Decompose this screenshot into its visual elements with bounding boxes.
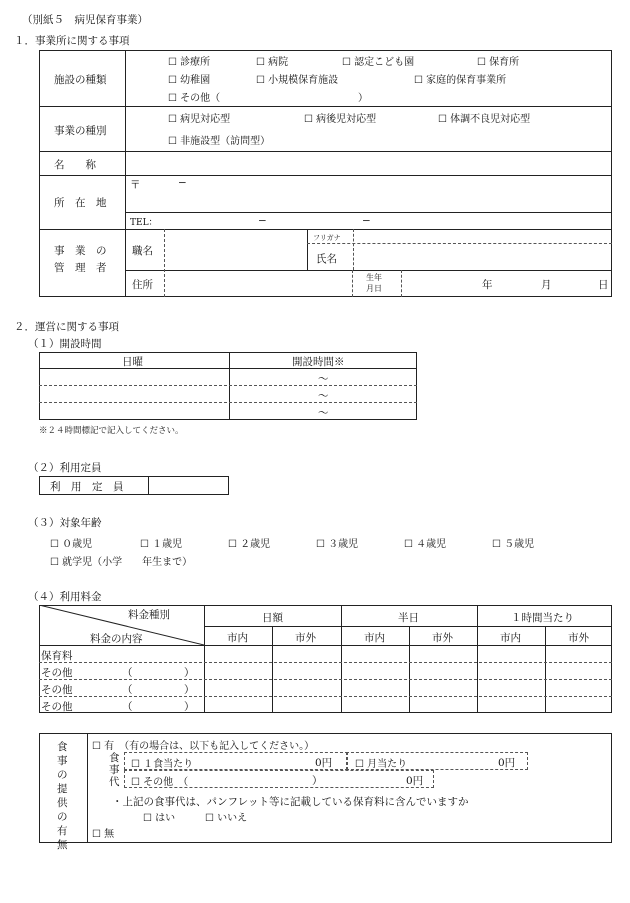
checkbox-age-2[interactable]: ☐ ２歳児	[228, 539, 271, 550]
birth-label-line2: 月日	[366, 284, 382, 293]
location-label: 所 在 地	[54, 197, 107, 209]
half-city-out: 市外	[432, 632, 453, 644]
meal-label: 食事の提供の有無	[57, 741, 68, 851]
checkbox-per-meal[interactable]: ☐ １食当たり	[131, 759, 194, 770]
group-per-hour: １時間当たり	[511, 612, 574, 624]
row-other-3-open: （	[122, 701, 133, 713]
group-daily: 日額	[262, 612, 283, 624]
postal-dash: −	[178, 177, 187, 189]
manager-label-line1: 事 業 の	[54, 245, 107, 257]
checkbox-age-0[interactable]: ☐ ０歳児	[50, 539, 93, 550]
ages-title: （３）対象年齢	[28, 517, 102, 529]
checkbox-meal-no[interactable]: ☐ 無	[92, 829, 115, 840]
checkbox-kindergarten[interactable]: ☐ 幼稚園	[168, 75, 211, 86]
tel-dash-2: −	[362, 215, 371, 227]
tel-dash-1: −	[258, 215, 267, 227]
meal-fee-label: 食事代	[109, 752, 120, 788]
checkbox-kodomoen[interactable]: ☐ 認定こども園	[342, 57, 415, 68]
row-other-3: その他	[41, 701, 73, 713]
fees-title: （４）利用料金	[28, 591, 102, 603]
tilde-1: 〜	[318, 373, 329, 385]
checkbox-age-5[interactable]: ☐ ５歳児	[492, 539, 535, 550]
daily-city-in: 市内	[227, 632, 248, 644]
day-label: 日	[598, 279, 609, 291]
postal-mark: 〒	[130, 179, 141, 191]
checkbox-school-age[interactable]: ☐ 就学児（小学 年生まで）	[50, 557, 193, 568]
checkbox-home-nursery[interactable]: ☐ 家庭的保育事業所	[414, 75, 507, 86]
row-other-2-close: ）	[184, 684, 195, 696]
section2-title: ２．運営に関する事項	[14, 321, 119, 333]
capacity-label: 利 用 定 員	[50, 481, 124, 493]
checkbox-nursery[interactable]: ☐ 保育所	[477, 57, 520, 68]
tel-label: TEL：	[130, 218, 158, 228]
checkbox-unwell-child[interactable]: ☐ 体調不良児対応型	[438, 114, 531, 125]
meal-question: ・上記の食事代は、パンフレット等に記載している保育料に含んでいますか	[112, 796, 469, 808]
meal-other-close: ）	[312, 775, 323, 787]
checkbox-clinic[interactable]: ☐ 診療所	[168, 57, 211, 68]
row-other-2: その他	[41, 684, 73, 696]
checkbox-post-sick[interactable]: ☐ 病後児対応型	[304, 114, 377, 125]
per-month-amount: 0円	[498, 757, 516, 769]
birth-label-line1: 生年	[366, 273, 382, 282]
half-city-in: 市内	[364, 632, 385, 644]
job-title-label: 職名	[132, 245, 153, 257]
checkbox-answer-yes[interactable]: ☐ はい	[143, 813, 176, 824]
hours-col-day: 日曜	[122, 356, 143, 368]
corner-fee-content: 料金の内容	[90, 633, 143, 645]
checkbox-age-4[interactable]: ☐ ４歳児	[404, 539, 447, 550]
facility-other-close: ）	[358, 93, 368, 104]
row-other-1: その他	[41, 667, 73, 679]
checkbox-meal-other[interactable]: ☐ その他 （	[131, 777, 189, 788]
row-other-1-open: （	[122, 667, 133, 679]
month-label: 月	[541, 279, 552, 291]
checkbox-meal-yes[interactable]: ☐ 有 （有の場合は、以下も記入してください。）	[92, 741, 315, 752]
checkbox-visiting-type[interactable]: ☐ 非施設型（訪問型）	[168, 136, 271, 147]
hours-note: ※２４時間標記で記入してください。	[39, 426, 184, 436]
group-half-day: 半日	[398, 612, 419, 624]
section1-title: １．事業所に関する事項	[14, 35, 130, 47]
tilde-3: 〜	[318, 407, 329, 419]
hour-city-in: 市内	[500, 632, 521, 644]
hour-city-out: 市外	[568, 632, 589, 644]
name-label: 名 称	[54, 159, 96, 171]
checkbox-facility-other[interactable]: ☐ その他（	[168, 93, 221, 104]
daily-city-out: 市外	[295, 632, 316, 644]
per-meal-amount: 0円	[315, 757, 333, 769]
row-childcare-fee: 保育料	[41, 650, 73, 662]
row-other-2-open: （	[122, 684, 133, 696]
corner-fee-type: 料金種別	[128, 609, 170, 621]
furigana-label: フリガナ	[313, 234, 341, 242]
row-other-1-close: ）	[184, 667, 195, 679]
document-title: （別紙５ 病児保育事業）	[22, 14, 148, 26]
address-label: 住所	[132, 279, 153, 291]
checkbox-sick-child[interactable]: ☐ 病児対応型	[168, 114, 231, 125]
business-type-label: 事業の種別	[54, 125, 107, 137]
hours-col-time: 開設時間※	[292, 356, 345, 368]
row-other-3-close: ）	[184, 701, 195, 713]
year-label: 年	[482, 279, 493, 291]
checkbox-age-1[interactable]: ☐ １歳児	[140, 539, 183, 550]
checkbox-age-3[interactable]: ☐ ３歳児	[316, 539, 359, 550]
facility-type-label: 施設の種類	[54, 74, 107, 86]
checkbox-hospital[interactable]: ☐ 病院	[256, 57, 289, 68]
hours-title: （１）開設時間	[28, 338, 102, 350]
person-name-label: 氏名	[316, 253, 337, 265]
capacity-title: （２）利用定員	[28, 462, 102, 474]
meal-other-amount: 0円	[406, 775, 424, 787]
checkbox-per-month[interactable]: ☐ 月当たり	[355, 759, 408, 770]
manager-label-line2: 管 理 者	[54, 262, 107, 274]
checkbox-small-nursery[interactable]: ☐ 小規模保育施設	[256, 75, 339, 86]
tilde-2: 〜	[318, 390, 329, 402]
checkbox-answer-no[interactable]: ☐ いいえ	[205, 813, 248, 824]
